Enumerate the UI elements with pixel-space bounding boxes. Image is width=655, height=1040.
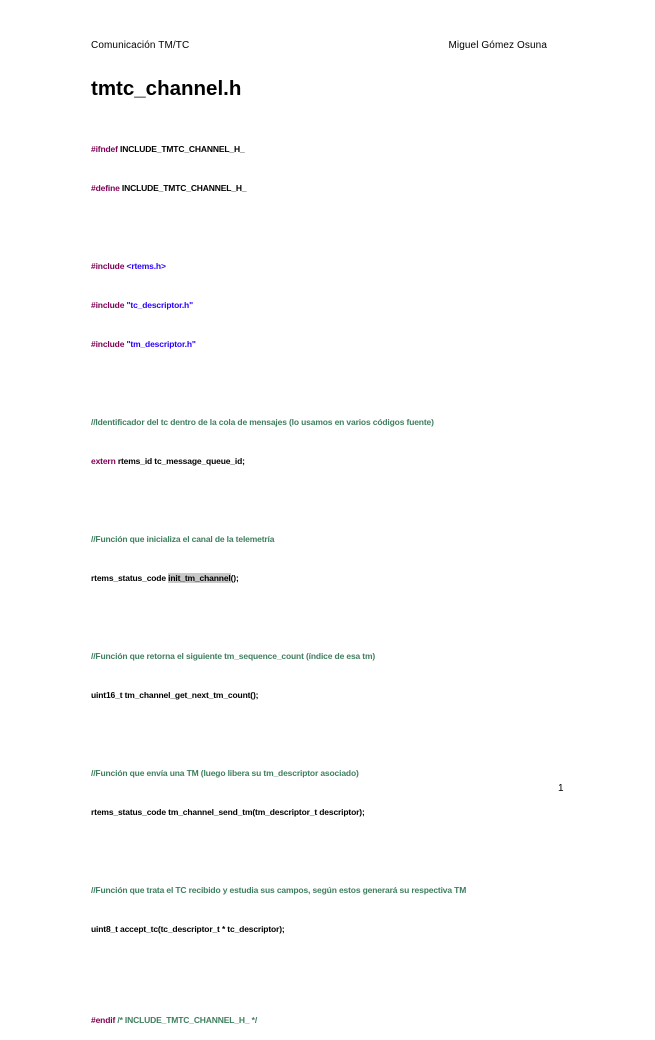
include-keyword: #include xyxy=(91,261,125,271)
endif-comment: /* INCLUDE_TMTC_CHANNEL_H_ */ xyxy=(115,1015,258,1025)
header-right-text: Miguel Gómez Osuna xyxy=(448,40,547,51)
comment-line-3: //Función que retorna el siguiente tm_sequence_count (índice de esa tm) xyxy=(91,651,376,661)
comment-line-4: //Función que envía una TM (luego libera su tm_descriptor asociado) xyxy=(91,768,359,778)
page-number: 1 xyxy=(558,783,564,794)
init-return-type: rtems_status_code xyxy=(91,573,169,583)
next-count-line: uint16_t tm_channel_get_next_tm_count(); xyxy=(91,690,259,700)
document-title: tmtc_channel.h xyxy=(91,77,242,100)
include-keyword: #include xyxy=(91,300,125,310)
blank-line xyxy=(91,845,466,858)
include-line-2 xyxy=(91,299,466,312)
include-target-1: <rtems.h> xyxy=(124,261,166,271)
endif-line xyxy=(91,1014,466,1027)
blank-lines xyxy=(91,962,466,988)
extern-declaration: rtems_id tc_message_queue_id; xyxy=(115,456,245,466)
send-tm-line: rtems_status_code tm_channel_send_tm(tm_descriptor_t descriptor); xyxy=(91,807,365,817)
include-line-3 xyxy=(91,338,466,351)
blank-line xyxy=(91,494,466,507)
init-function-name[interactable]: init_tm_channel xyxy=(168,573,231,583)
define-line xyxy=(91,182,466,195)
init-params: (); xyxy=(230,573,239,583)
header-left-text: Comunicación TM/TC xyxy=(91,40,190,51)
ifndef-line xyxy=(91,143,466,156)
comment-line-2: //Función que inicializa el canal de la telemetría xyxy=(91,534,275,544)
blank-line xyxy=(91,728,466,741)
define-keyword: #define xyxy=(91,183,120,193)
init-line xyxy=(91,572,466,585)
accept-tc-line: uint8_t accept_tc(tc_descriptor_t * tc_descriptor); xyxy=(91,924,285,934)
include-target-3: "tm_descriptor.h" xyxy=(124,339,196,349)
comment-line-5: //Función que trata el TC recibido y estudia sus campos, según estos generará su respectiva TM xyxy=(91,885,467,895)
include-keyword: #include xyxy=(91,339,125,349)
extern-keyword: extern xyxy=(91,456,116,466)
include-line-1 xyxy=(91,260,466,273)
ifndef-keyword: #ifndef xyxy=(91,144,118,154)
blank-line xyxy=(91,221,466,234)
ifndef-guard: INCLUDE_TMTC_CHANNEL_H_ xyxy=(117,144,245,154)
include-target-2: "tc_descriptor.h" xyxy=(124,300,193,310)
comment-line-1: //Identificador del tc dentro de la cola de mensajes (lo usamos en varios códigos fuente) xyxy=(91,417,434,427)
blank-line xyxy=(91,611,466,624)
blank-line xyxy=(91,377,466,390)
extern-line xyxy=(91,455,466,468)
endif-keyword: #endif xyxy=(91,1015,116,1025)
code-block xyxy=(91,117,466,1040)
define-guard: INCLUDE_TMTC_CHANNEL_H_ xyxy=(119,183,247,193)
